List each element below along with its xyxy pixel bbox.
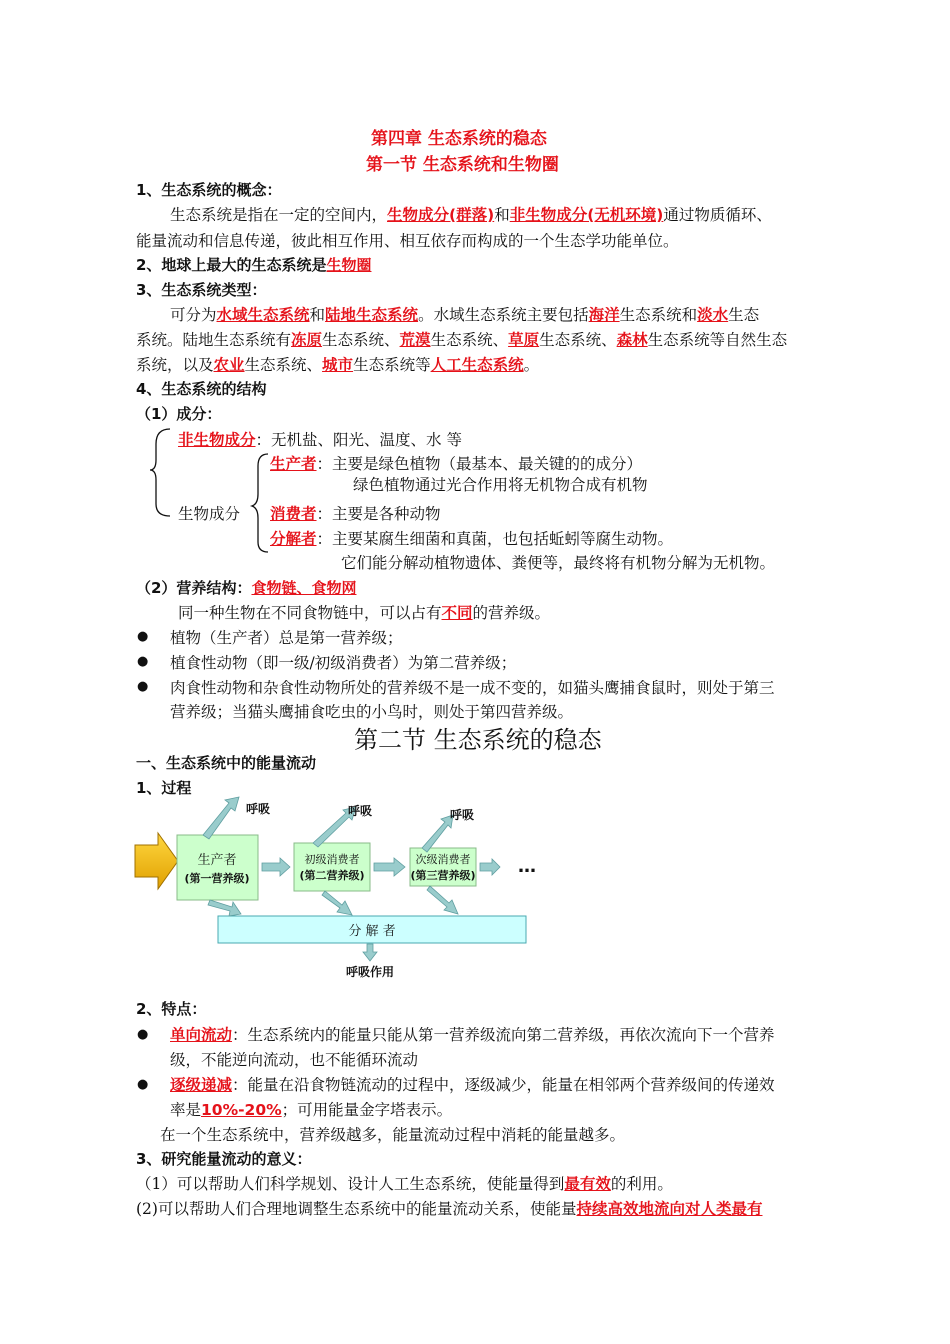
decomposer-row: 分解者：主要某腐生细菌和真菌，也包括蚯蚓等腐生动物。 <box>270 530 674 548</box>
heading-features: 2、特点： <box>136 1000 207 1018</box>
decomp-arrow-2 <box>322 891 352 915</box>
level2-label: (第二营养级) <box>299 869 365 882</box>
term-biotic: 生物成分(群落) <box>387 206 495 224</box>
feature-2-mark: ● <box>137 1077 149 1092</box>
inner-brace <box>252 454 268 552</box>
heading-energy-flow: 一、生态系统中的能量流动 <box>136 754 317 772</box>
section2-title: 第二节 生态系统的稳态 <box>354 726 602 754</box>
resp-arrow-1 <box>203 797 239 839</box>
significance-2: (2)可以帮助人们合理地调整生态系统中的能量流动关系，使能量持续高效地流向对人类最有 <box>136 1200 763 1218</box>
consumer1-box <box>294 843 370 891</box>
resp-action-arrow <box>363 944 377 961</box>
feature-note: 在一个生态系统中，营养级越多，能量流动过程中消耗的能量越多。 <box>160 1126 626 1144</box>
decomposer-row-2: 它们能分解动植物遗体、粪便等，最终将有机物分解为无机物。 <box>341 554 776 572</box>
bullet-1-mark: ● <box>137 629 149 644</box>
chapter-title: 第四章 生态系统的稳态 <box>371 129 547 149</box>
bullet-1-text: 植物（生产者）总是第一营养级； <box>170 629 403 647</box>
trophic-text: 同一种生物在不同食物链中，可以占有不同的营养级。 <box>178 604 551 622</box>
flow-arrow-3 <box>480 859 500 875</box>
resp-label-1: 呼吸 <box>246 802 271 816</box>
bullet-2-text: 植食性动物（即一级/初级消费者）为第二营养级； <box>170 654 517 672</box>
concept-line-1: 生态系统是指在一定的空间内，生物成分(群落)和非生物成分(无机环境)通过物质循环、 <box>170 206 772 224</box>
feature-2-line-1: 逐级递减：能量在沿食物链流动的过程中，逐级减少，能量在相邻两个营养级间的传递效 <box>170 1076 775 1094</box>
energy-flow-diagram <box>130 795 550 985</box>
term-biosphere: 生物圈 <box>326 256 372 274</box>
heading-process: 1、过程 <box>136 779 192 797</box>
flow-arrow-1 <box>262 858 290 876</box>
bullet-2-mark: ● <box>137 654 149 669</box>
producer-row: 生产者：主要是绿色植物（最基本、最关键的的成分） <box>270 455 643 473</box>
feature-1-line-2: 级，不能逆向流动，也不能循环流动 <box>170 1051 419 1069</box>
resp-arrow-3 <box>422 815 453 852</box>
subheading-components: （1）成分： <box>136 405 222 423</box>
decomposer-label: 分 解 者 <box>348 924 396 939</box>
feature-1-mark: ● <box>137 1027 149 1042</box>
decomp-arrow-3 <box>427 886 458 914</box>
types-line-3: 系统，以及农业生态系统、城市生态系统等人工生态系统。 <box>136 356 540 374</box>
concept-line-2: 能量流动和信息传递，彼此相互作用、相互依存而构成的一个生态学功能单位。 <box>136 232 679 250</box>
types-line-2: 系统。陆地生态系统有冻原生态系统、荒漠生态系统、草原生态系统、森林生态系统等自然生态 <box>136 331 788 349</box>
section1-title: 第一节 生态系统和生物圈 <box>366 155 559 175</box>
heading-types: 3、生态系统类型： <box>136 281 267 299</box>
outer-brace <box>150 429 170 516</box>
flow-arrow-2 <box>374 858 405 876</box>
heading-largest: 2、地球上最大的生态系统是生物圈 <box>136 256 372 274</box>
types-line-1: 可分为水域生态系统和陆地生态系统。水域生态系统主要包括海洋生态系统和淡水生态 <box>170 306 760 324</box>
significance-1: （1）可以帮助人们科学规划、设计人工生态系统，使能量得到最有效的利用。 <box>136 1175 673 1193</box>
bio-components-label: 生物成分 <box>178 505 241 523</box>
heading-structure: 4、生态系统的结构 <box>136 380 267 398</box>
energy-input-arrow <box>135 833 178 889</box>
consumer1-label: 初级消费者 <box>304 853 360 866</box>
bullet-3-text-b: 营养级；当猫头鹰捕食吃虫的小鸟时，则处于第四营养级。 <box>170 703 574 721</box>
feature-2-line-2: 率是10%-20%；可用能量金字塔表示。 <box>170 1101 453 1119</box>
level3-label: (第三营养级) <box>410 869 476 882</box>
subheading-trophic: （2）营养结构：食物链、食物网 <box>136 579 357 597</box>
bullet-3-mark: ● <box>137 679 149 694</box>
nonbio-row: 非生物成分：无机盐、阳光、温度、水 等 <box>178 431 462 449</box>
producer-row-2: 绿色植物通过光合作用将无机物合成有机物 <box>353 476 648 494</box>
heading-concept: 1、生态系统的概念： <box>136 181 282 199</box>
consumer2-label: 次级消费者 <box>415 853 471 866</box>
consumer-row: 消费者：主要是各种动物 <box>270 505 441 523</box>
level1-label: (第一营养级) <box>184 872 250 885</box>
producer-label: 生产者 <box>197 853 237 868</box>
resp-label-2: 呼吸 <box>348 804 373 818</box>
ellipsis: … <box>518 856 536 877</box>
resp-action-label: 呼吸作用 <box>345 965 395 979</box>
feature-1-line-1: 单向流动：生态系统内的能量只能从第一营养级流向第二营养级，再依次流向下一个营养 <box>170 1026 775 1044</box>
resp-label-3: 呼吸 <box>450 808 475 822</box>
heading-significance: 3、研究能量流动的意义： <box>136 1150 312 1168</box>
term-abiotic: 非生物成分(无机环境) <box>509 206 664 224</box>
decomp-arrow-1 <box>208 900 241 916</box>
bullet-3-text-a: 肉食性动物和杂食性动物所处的营养级不是一成不变的，如猫头鹰捕食鼠时，则处于第三 <box>170 679 775 697</box>
